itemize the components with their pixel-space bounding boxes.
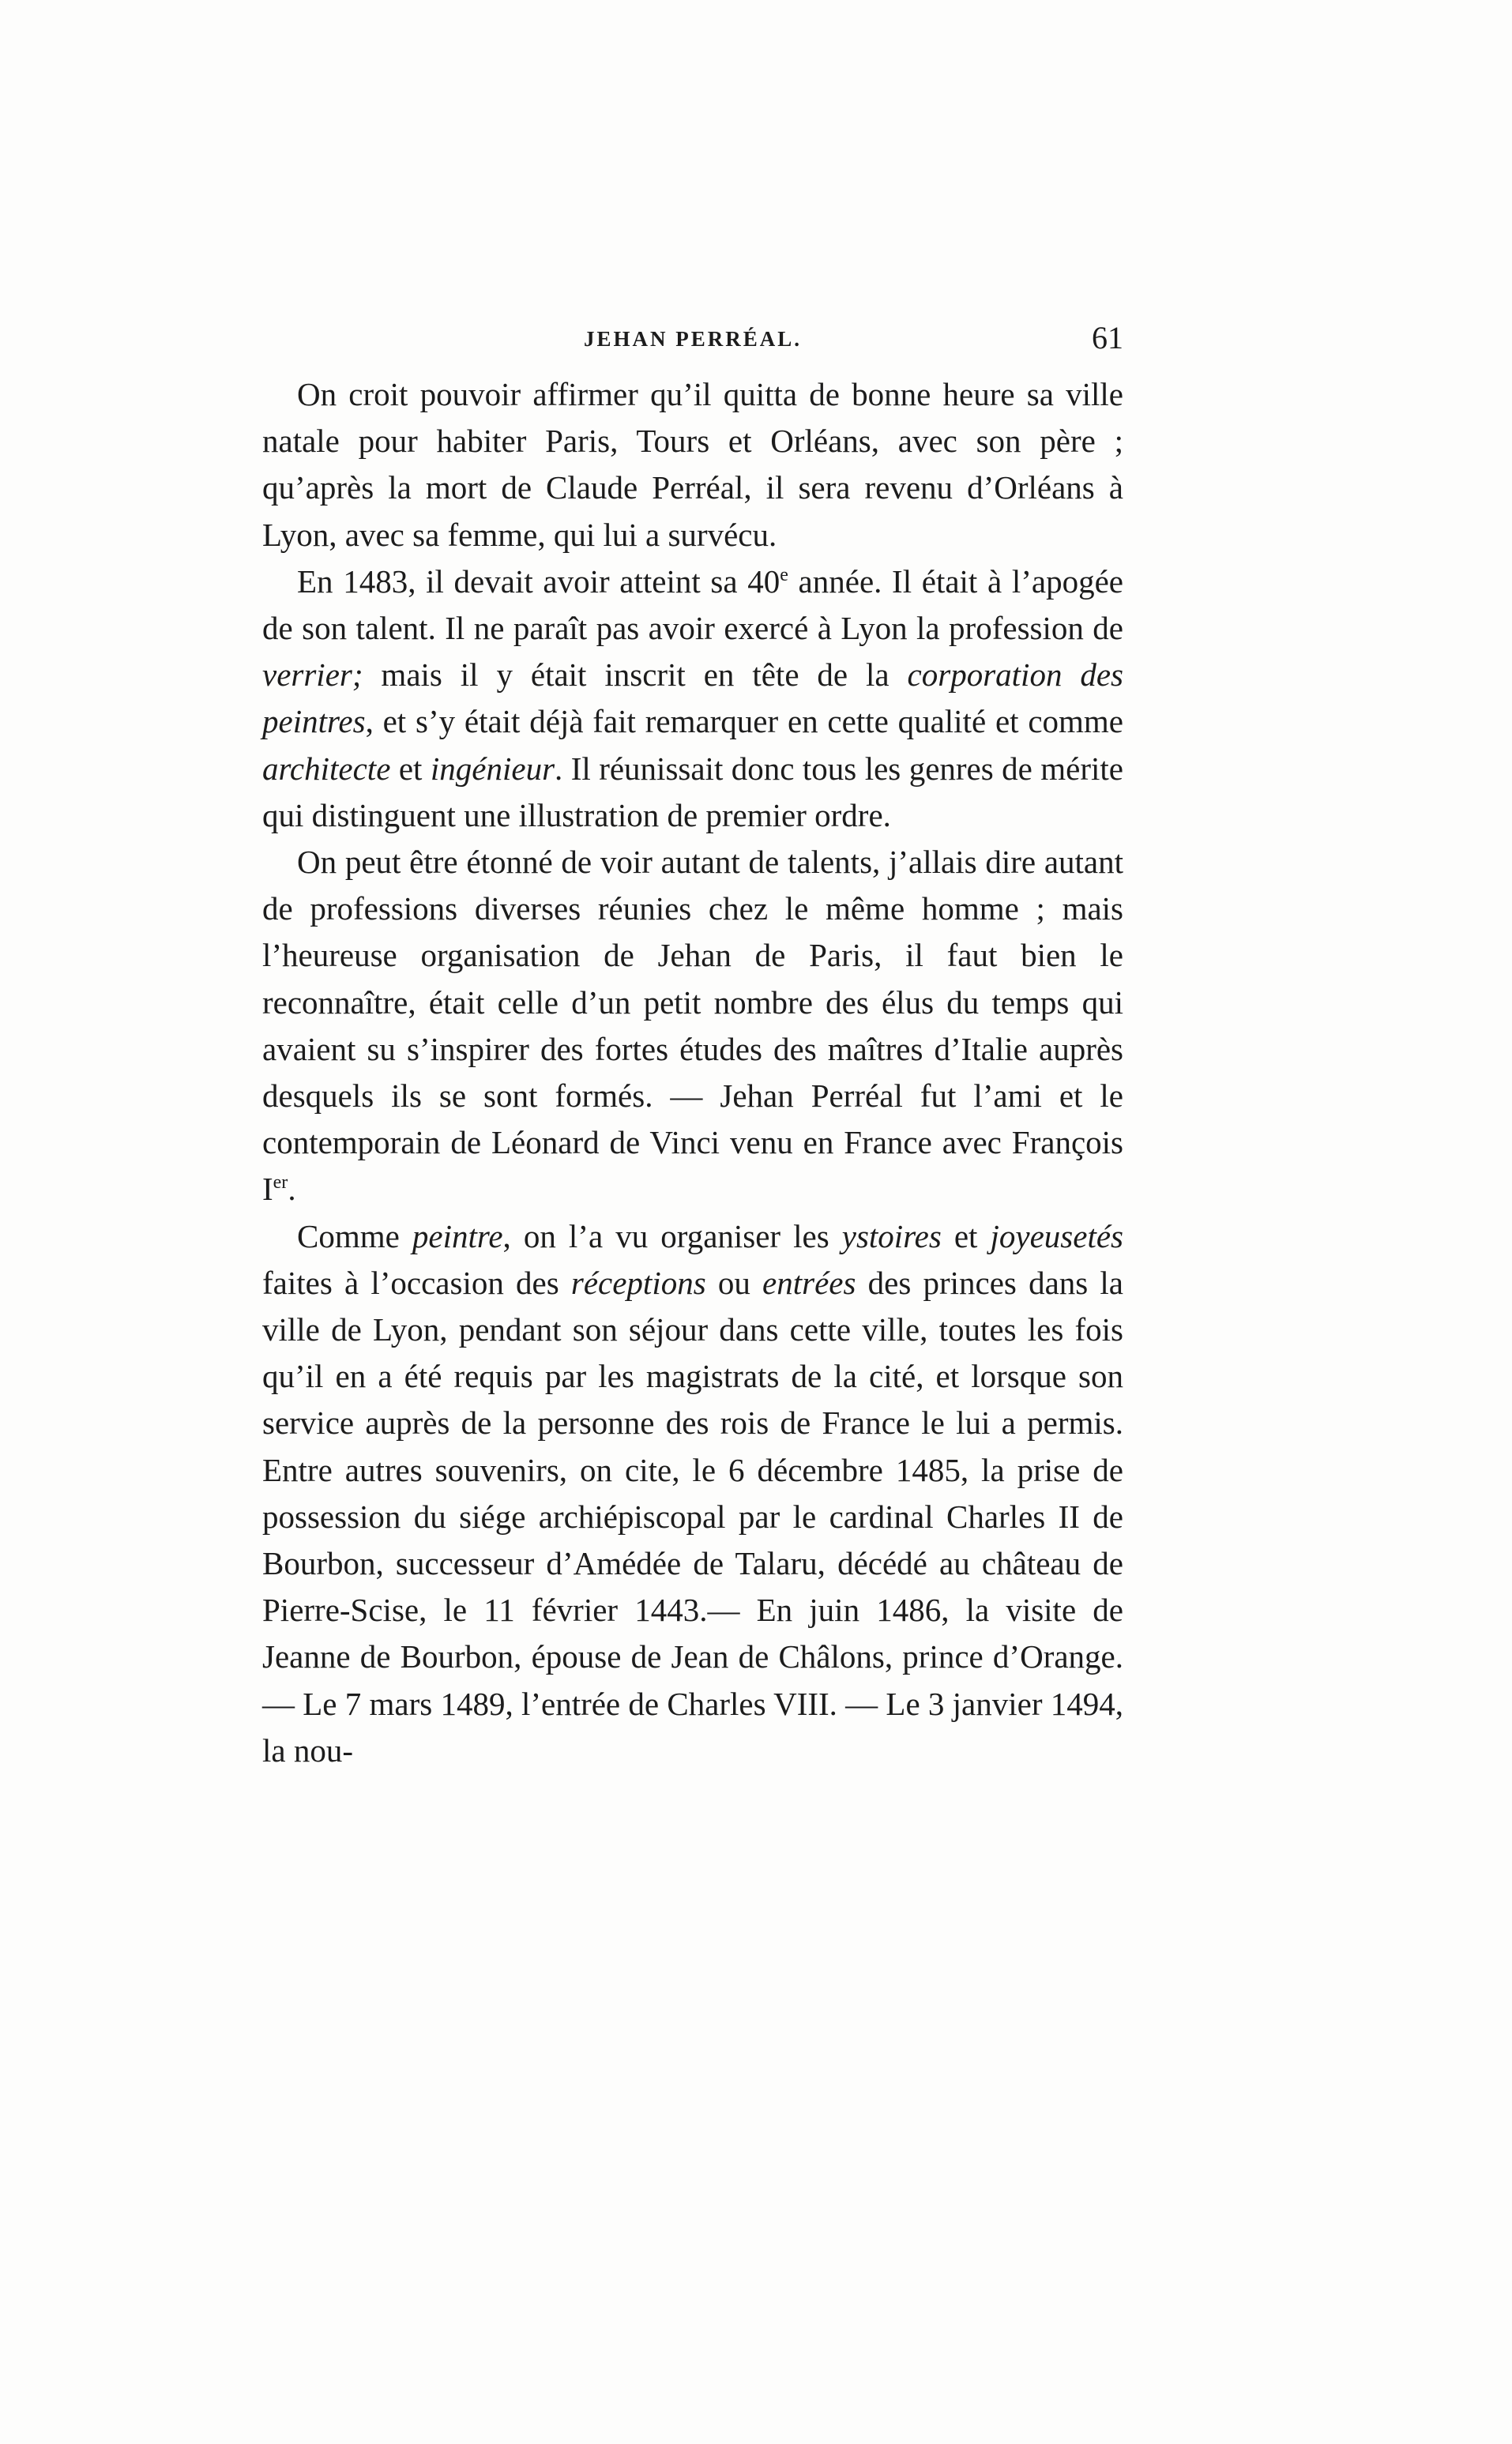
paragraph-3-part-a: On peut être étonné de voir autant de talents, j’allais dire autant de professions diverses réunies chez le même homme ; mais l’heureuse organisation de Jehan de Paris, il faut bien le reconnaître, était celle d’un petit nombre des élus du temps qui avaient su s’inspirer des fortes études des maîtres d’Italie auprès desquels ils se sont formés. — Jehan Perréal fut l’ami et le contemporain de Léonard de Vinci venu en France avec François I <box>262 844 1123 1208</box>
page-number: 61 <box>1092 320 1123 355</box>
italic-ystoires: ystoires <box>841 1217 942 1254</box>
page-header <box>262 316 1123 363</box>
paragraph-3 <box>262 839 1123 1213</box>
paragraph-2-part-a: En 1483, il devait avoir atteint sa 40 <box>297 562 780 600</box>
paragraph-4-part-b: , on l’a vu organiser les <box>502 1217 842 1254</box>
paragraph-2-part-f: . Il réunissait donc tous les genres de mérite qui distinguent une illustration de premier ordre. <box>262 750 1123 833</box>
paragraph-4-part-a: Comme <box>297 1217 412 1254</box>
paragraph-2-part-c: mais il y était inscrit en tête de la <box>363 656 908 694</box>
italic-ingenieur: ingénieur <box>430 750 555 787</box>
italic-verrier: verrier; <box>262 656 363 694</box>
italic-receptions: réceptions <box>570 1264 706 1301</box>
italic-peintre: peintre <box>412 1217 503 1254</box>
ordinal-suffix: e <box>780 564 788 585</box>
italic-corporation: corporation des peintres <box>262 656 1124 740</box>
ordinal-suffix: er <box>273 1172 288 1194</box>
paragraph-2-part-d: , et s’y était déjà fait remarquer en cette qualité et comme <box>365 703 1123 740</box>
paragraph-4-part-c: et <box>941 1217 991 1254</box>
italic-joyeusetes: joyeusetés <box>990 1217 1123 1254</box>
paragraph-2-part-b: année. Il était à l’apogée de son talent. Il ne paraît pas avoir exercé à Lyon la profession de <box>262 562 1123 647</box>
paragraph-1-text: On croit pouvoir affirmer qu’il quitta de bonne heure sa ville natale pour habiter Paris, Tours et Orléans, avec son père ; qu’après la mort de Claude Perréal, il sera revenu d’Orléans à Lyon, avec sa femme, qui lui a survécu. <box>262 376 1123 553</box>
paragraph-3-part-b: . <box>288 1171 296 1208</box>
paragraph-4-part-d: faites à l’occasion des <box>262 1264 571 1301</box>
italic-entrees: entrées <box>762 1264 856 1301</box>
body-text <box>262 371 1123 1774</box>
running-title: JEHAN PERRÉAL. <box>583 327 803 351</box>
paragraph-4-part-e: ou <box>705 1264 763 1301</box>
italic-architecte: architecte <box>262 750 391 787</box>
paragraph-2-part-e: et <box>390 750 431 787</box>
paragraph-4-part-f: des princes dans la ville de Lyon, pendant son séjour dans cette ville, toutes les fois qu’il en a été requis par les magistrats de la cité, et lorsque son service auprès de la personne des rois de France le lui a permis. Entre autres souvenirs, on cite, le 6 décembre 1485, la prise de possession du siége archiépiscopal par le cardinal Charles II de Bourbon, successeur d’Amédée de Talaru, décédé au château de Pierre-Scise, le 11 février 1443.— En juin 1486, la visite de Jeanne de Bourbon, épouse de Jean de Châlons, prince d’Orange. — Le 7 mars 1489, l’entrée de Charles VIII. — Le 3 janvier 1494, la nou- <box>262 1264 1123 1769</box>
paragraph-4 <box>262 1213 1123 1774</box>
paragraph-1 <box>262 371 1123 558</box>
paragraph-2 <box>262 558 1123 839</box>
